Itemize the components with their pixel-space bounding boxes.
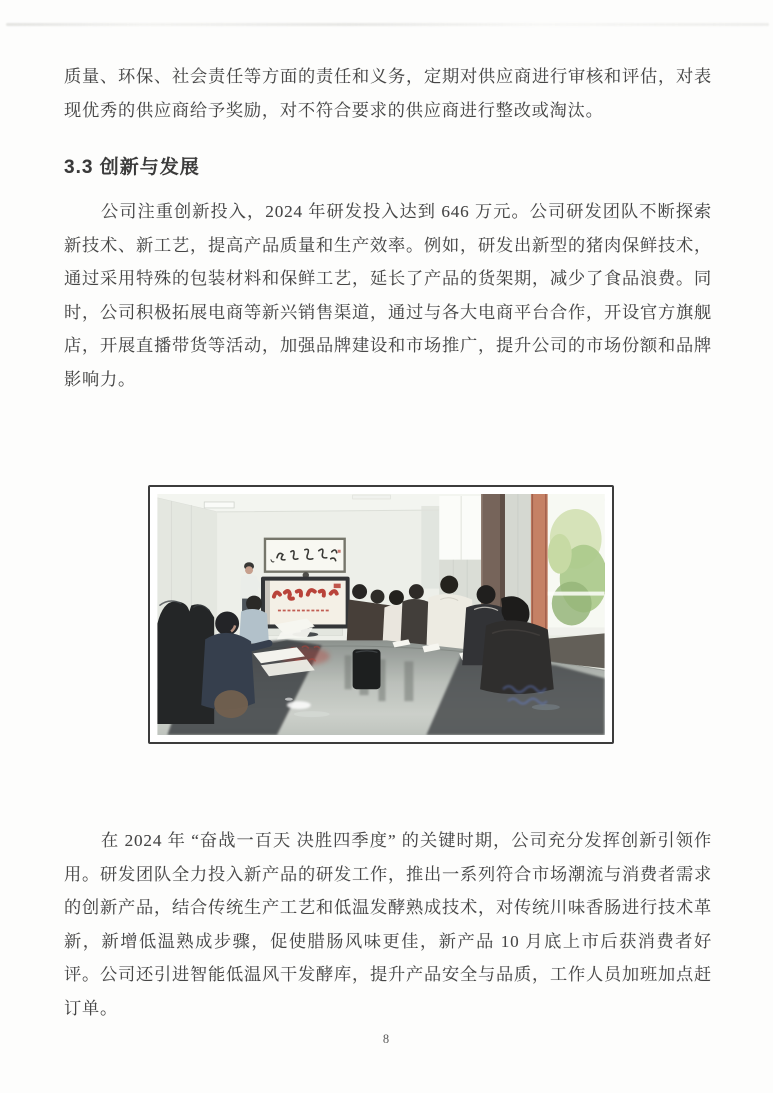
section-heading: 3.3 创新与发展 xyxy=(64,157,200,178)
scan-artifact-line xyxy=(6,23,769,26)
photo-veil xyxy=(157,494,604,735)
paragraph-innovation: 公司注重创新投入，2024 年研发投入达到 646 万元。公司研发团队不断探索新技术、新工艺，提高产品质量和生产效率。例如，研发出新型的猪肉保鲜技术，通过采用特殊的包装材料和保鲜工艺，延长了产品的货架期，减少了食品浪费。同时，公司积极拓展电商等新兴销售渠道，通过与各大电商平台合作，开设官方旗舰店，开展直播带货等活动，加强品牌建设和市场推广，提升公司的市场份额和品牌影响力。 xyxy=(64,202,712,389)
meeting-photo-frame xyxy=(148,485,614,744)
meeting-photo xyxy=(157,494,605,735)
paragraph-supplier: 质量、环保、社会责任等方面的责任和义务，定期对供应商进行审核和评估，对表现优秀的供应商给予奖励，对不符合要求的供应商进行整改或淘汰。 xyxy=(64,67,712,120)
page-number: 8 xyxy=(382,1032,391,1046)
paragraph-q4-campaign: 在 2024 年 “奋战一百天 决胜四季度” 的关键时期，公司充分发挥创新引领作用。研发团队全力投入新产品的研发工作，推出一系列符合市场潮流与消费者需求的创新产品，结合传统生产工艺和低温发酵熟成技术，对传统川味香肠进行技术革新，新增低温熟成步骤，促使腊肠风味更佳，新产品 10 月底上市后获消费者好评。公司还引进智能低温风干发酵库，提升产品安全与品质，工作人员加班加点赶订单。 xyxy=(64,831,712,1018)
